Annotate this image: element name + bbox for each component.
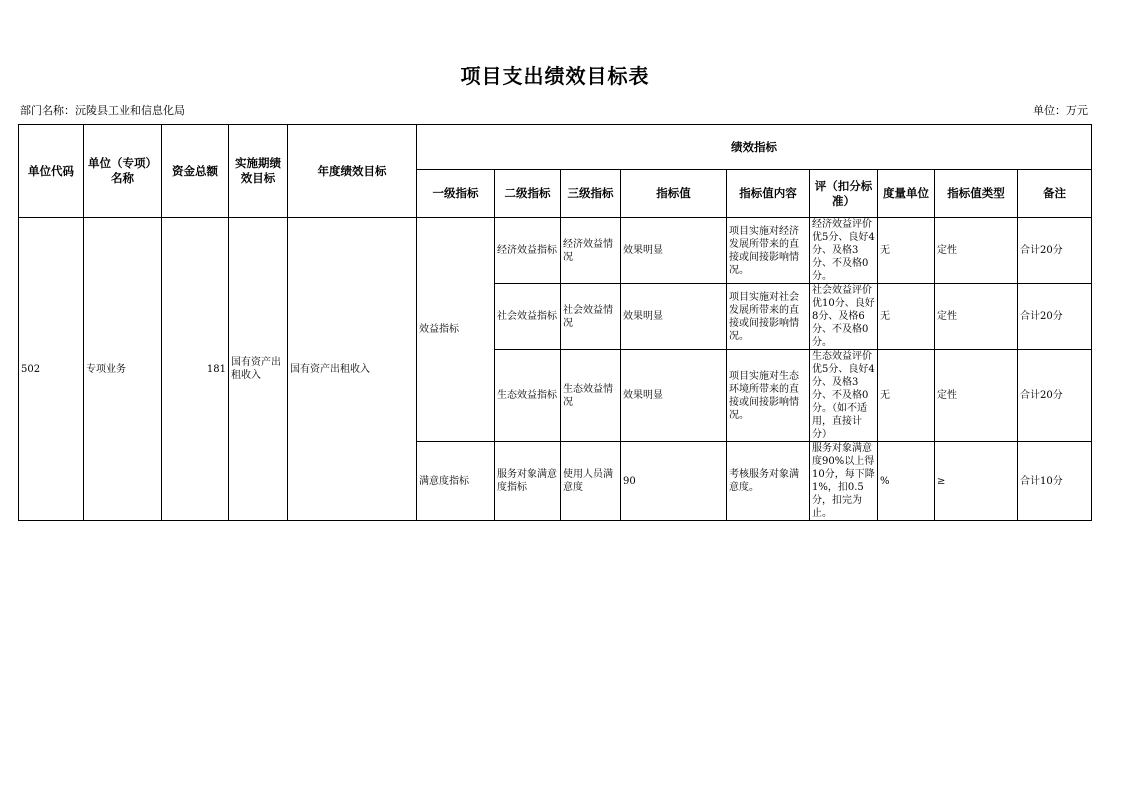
measure-unit-cell: 无	[878, 218, 935, 284]
header-indicator-value: 指标值	[621, 170, 727, 218]
level3-cell: 生态效益情况	[561, 350, 621, 442]
header-level3: 三级指标	[561, 170, 621, 218]
level3-cell: 社会效益情况	[561, 284, 621, 350]
level2-cell: 社会效益指标	[495, 284, 561, 350]
level2-cell: 生态效益指标	[495, 350, 561, 442]
total-funds-cell: 181	[162, 218, 229, 521]
level2-cell: 经济效益指标	[495, 218, 561, 284]
header-performance-indicators: 绩效指标	[417, 125, 1092, 170]
value-content-cell: 考核服务对象满意度。	[727, 442, 810, 521]
remark-cell: 合计20分	[1018, 350, 1092, 442]
indicator-value-cell: 效果明显	[621, 350, 727, 442]
header-value-type: 指标值类型	[935, 170, 1018, 218]
value-content-cell: 项目实施对社会发展所带来的直接或间接影响情况。	[727, 284, 810, 350]
header-row-1	[19, 125, 1092, 170]
measure-unit-cell: 无	[878, 350, 935, 442]
header-scoring: 评（扣分标准）	[810, 170, 878, 218]
header-value-content: 指标值内容	[727, 170, 810, 218]
level1-cell: 效益指标	[417, 218, 495, 442]
header-unit-name: 单位（专项）名称	[84, 125, 162, 218]
scoring-cell: 服务对象满意度90%以上得10分，每下降1%，扣0.5分，扣完为止。	[810, 442, 878, 521]
annual-goal-cell: 国有资产出租收入	[288, 218, 417, 521]
measure-unit-cell: %	[878, 442, 935, 521]
header-period-goal: 实施期绩效目标	[229, 125, 288, 218]
header-level2: 二级指标	[495, 170, 561, 218]
scoring-cell: 社会效益评价优10分、良好8分、及格6分、不及格0分。	[810, 284, 878, 350]
measure-unit-cell: 无	[878, 284, 935, 350]
page-title: 项目支出绩效目标表	[460, 64, 650, 88]
header-unit-code: 单位代码	[19, 125, 84, 218]
header-measure-unit: 度量单位	[878, 170, 935, 218]
value-type-cell: 定性	[935, 350, 1018, 442]
scoring-cell: 生态效益评价优5分、良好4分、及格3分、不及格0分。（如不适用，直接计分）	[810, 350, 878, 442]
currency-unit: 单位：万元	[1033, 104, 1088, 117]
performance-target-table	[18, 124, 1092, 521]
level3-cell: 经济效益情况	[561, 218, 621, 284]
department-name: 部门名称：沅陵县工业和信息化局	[20, 104, 185, 117]
indicator-value-cell: 90	[621, 442, 727, 521]
value-content-cell: 项目实施对生态环境所带来的直接或间接影响情况。	[727, 350, 810, 442]
header-level1: 一级指标	[417, 170, 495, 218]
value-content-cell: 项目实施对经济发展所带来的直接或间接影响情况。	[727, 218, 810, 284]
unit-code-cell: 502	[19, 218, 84, 521]
indicator-value-cell: 效果明显	[621, 218, 727, 284]
value-type-cell: 定性	[935, 218, 1018, 284]
unit-name-cell: 专项业务	[84, 218, 162, 521]
level1-cell: 满意度指标	[417, 442, 495, 521]
remark-cell: 合计10分	[1018, 442, 1092, 521]
header-total-funds: 资金总额	[162, 125, 229, 218]
header-remark: 备注	[1018, 170, 1092, 218]
scoring-cell: 经济效益评价优5分、良好4分、及格3分、不及格0分。	[810, 218, 878, 284]
value-type-cell: ≥	[935, 442, 1018, 521]
level3-cell: 使用人员满意度	[561, 442, 621, 521]
indicator-value-cell: 效果明显	[621, 284, 727, 350]
period-goal-cell: 国有资产出租收入	[229, 218, 288, 521]
level2-cell: 服务对象满意度指标	[495, 442, 561, 521]
table-row	[19, 218, 1092, 284]
header-annual-goal: 年度绩效目标	[288, 125, 417, 218]
value-type-cell: 定性	[935, 284, 1018, 350]
remark-cell: 合计20分	[1018, 218, 1092, 284]
remark-cell: 合计20分	[1018, 284, 1092, 350]
